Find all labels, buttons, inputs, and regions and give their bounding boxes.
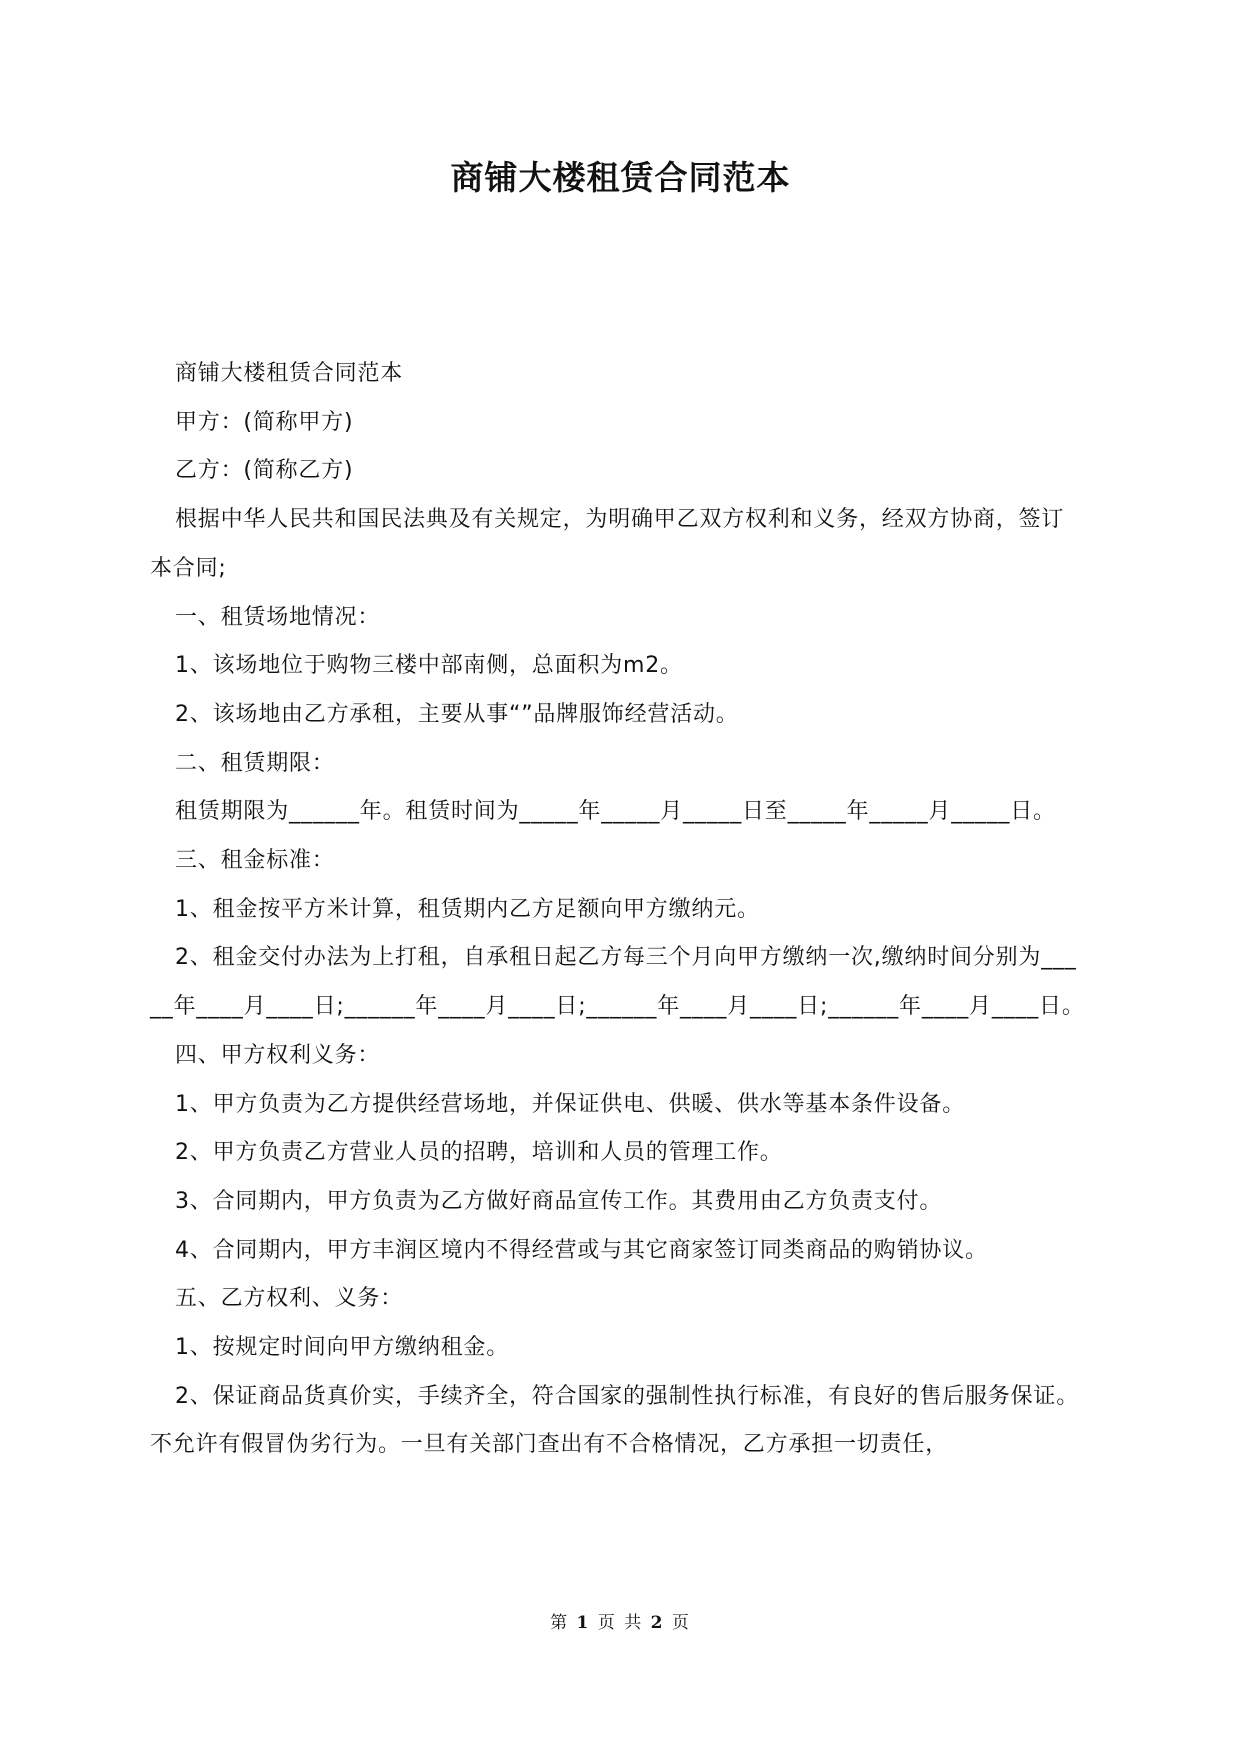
clause-3-1: 1、租金按平方米计算，租赁期内乙方足额向甲方缴纳元。	[175, 896, 760, 922]
clause-5-2: 2、保证商品货真价实，手续齐全，符合国家的强制性执行标准，有良好的售后服务保证。不允许有假冒伪劣行为。一旦有关部门查出有不合格情况，乙方承担一切责任，	[150, 1383, 1079, 1458]
section-heading-party-b-rights: 五、乙方权利、义务：	[175, 1286, 404, 1312]
section-heading-term: 二、租赁期限：	[175, 750, 335, 776]
footer-page-word: 第	[550, 1613, 570, 1633]
footer-total-word: 共	[624, 1613, 644, 1633]
footer-page-unit: 页	[597, 1613, 617, 1633]
clause-4-2: 2、甲方负责乙方营业人员的招聘，培训和人员的管理工作。	[175, 1140, 783, 1166]
clause-1-1: 1、该场地位于购物三楼中部南侧，总面积为m2。	[175, 653, 683, 679]
paragraph-party-b: 乙方：(简称乙方)	[175, 458, 354, 484]
section-heading-premises: 一、租赁场地情况：	[175, 604, 381, 630]
paragraph-contract-name: 商铺大楼租赁合同范本	[175, 361, 404, 386]
clause-3-2: 2、租金交付办法为上打租，自承租日起乙方每三个月向甲方缴纳一次,缴纳时间分别为_____年____月____日;______年____月____日;______年____月____日;______年____月____日。	[150, 945, 1085, 1020]
clause-4-3: 3、合同期内，甲方负责为乙方做好商品宣传工作。其费用由乙方负责支付。	[175, 1188, 943, 1214]
page-footer	[0, 1611, 1241, 1635]
clause-2-term: 租赁期限为______年。租赁时间为_____年_____月_____日至_____年_____月_____日。	[175, 799, 1056, 825]
section-heading-party-a-rights: 四、甲方权利义务：	[175, 1042, 381, 1068]
clause-1-2: 2、该场地由乙方承租，主要从事“”品牌服饰经营活动。	[175, 701, 739, 727]
document-title: 商铺大楼租赁合同范本	[450, 158, 791, 197]
clause-4-1: 1、甲方负责为乙方提供经营场地，并保证供电、供暖、供水等基本条件设备。	[175, 1091, 965, 1117]
footer-page-unit-2: 页	[671, 1613, 691, 1633]
paragraph-preamble: 根据中华人民共和国民法典及有关规定，为明确甲乙双方权利和义务，经双方协商，签订本合同;	[150, 507, 1065, 581]
footer-current-page: 1	[576, 1613, 591, 1633]
paragraph-party-a: 甲方：(简称甲方)	[175, 409, 354, 435]
clause-5-1: 1、按规定时间向甲方缴纳租金。	[175, 1335, 509, 1361]
clause-4-4: 4、合同期内，甲方丰润区境内不得经营或与其它商家签订同类商品的购销协议。	[175, 1237, 988, 1263]
footer-total-pages: 2	[650, 1613, 665, 1633]
document-body	[150, 350, 1085, 1470]
section-heading-rent: 三、租金标准：	[175, 848, 335, 874]
